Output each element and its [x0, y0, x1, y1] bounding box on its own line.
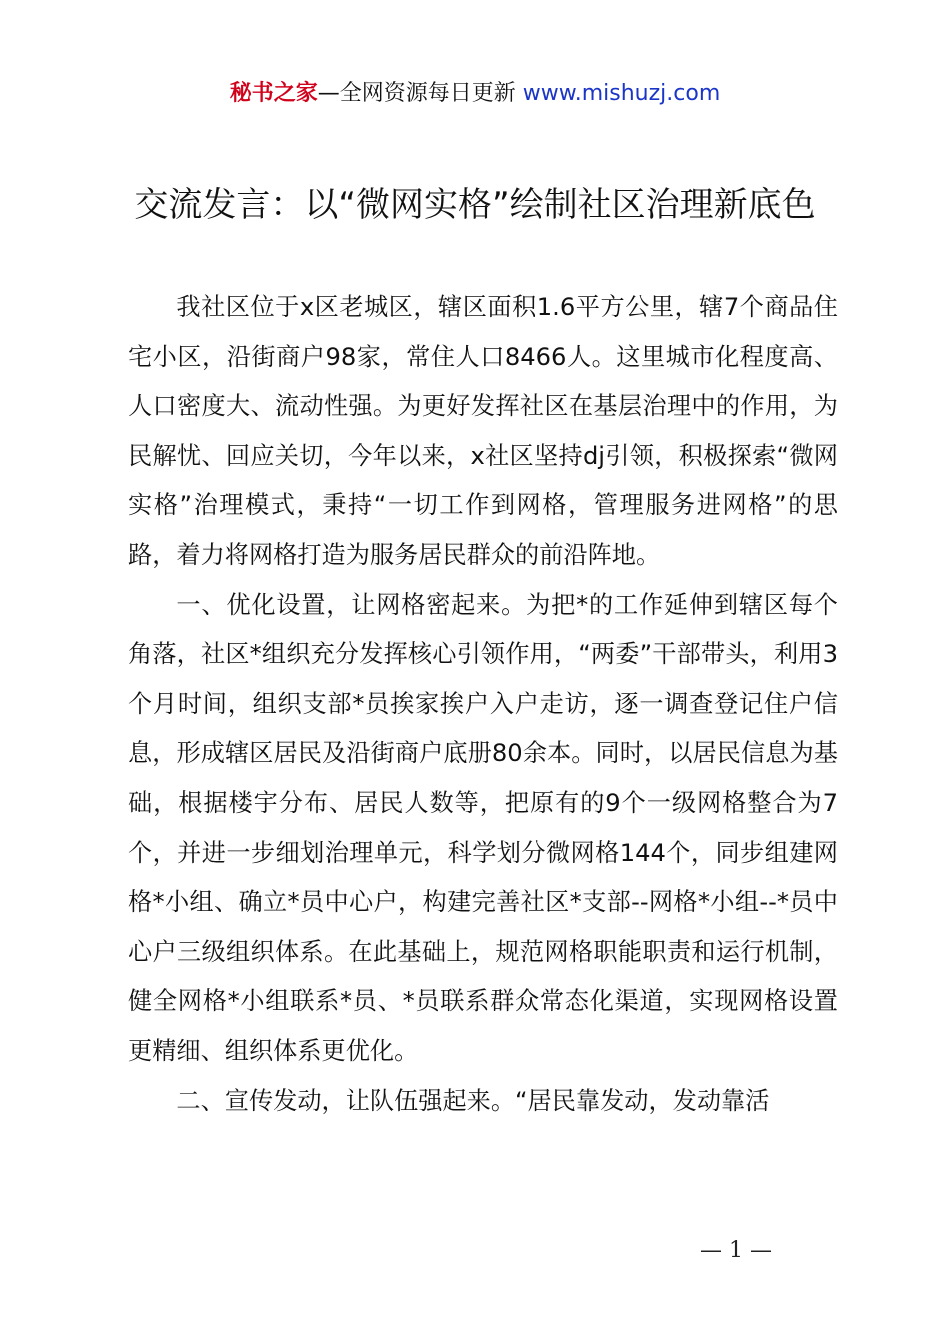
paragraph-section-1: 一、优化设置，让网格密起来。为把*的工作延伸到辖区每个角落，社区*组织充分发挥核心引领作用，“两委”干部带头，利用3个月时间，组织支部*员挨家挨户入户走访，逐一调查登记住户信息，形成辖区居民及沿街商户底册80余本。同时，以居民信息为基础，根据楼宇分布、居民人数等，把原有的9个一级网格整合为7个，并进一步细划治理单元，科学划分微网格144个，同步组建网格*小组、确立*员中心户，构建完善社区*支部--网格*小组--*员中心户三级组织体系。在此基础上，规范网格职能职责和运行机制，健全网格*小组联系*员、*员联系群众常态化渠道，实现网格设置更精细、组织体系更优化。: [128, 590, 838, 1065]
document-title: 交流发言：以“微网实格”绘制社区治理新底色: [134, 185, 816, 225]
site-name: 秘书之家: [229, 81, 318, 106]
site-url-link[interactable]: www.mishuzj.com: [522, 81, 721, 106]
page-number: — 1 —: [700, 1238, 772, 1263]
paragraph-section-2: 二、宣传发动，让队伍强起来。“居民靠发动，发动靠活: [176, 1086, 770, 1115]
document-body: [128, 283, 838, 1126]
paragraph-intro: 我社区位于x区老城区，辖区面积1.6平方公里，辖7个商品住宅小区，沿街商户98家，常住人口8466人。这里城市化程度高、人口密度大、流动性强。为更好发挥社区在基层治理中的作用，为民解忧、回应关切，今年以来，x社区坚持dj引领，积极探索“微网实格”治理模式，秉持“一切工作到网格，管理服务进网格”的思路，着力将网格打造为服务居民群众的前沿阵地。: [128, 293, 838, 569]
site-header: [0, 78, 950, 110]
site-slogan: —全网资源每日更新: [317, 81, 523, 106]
